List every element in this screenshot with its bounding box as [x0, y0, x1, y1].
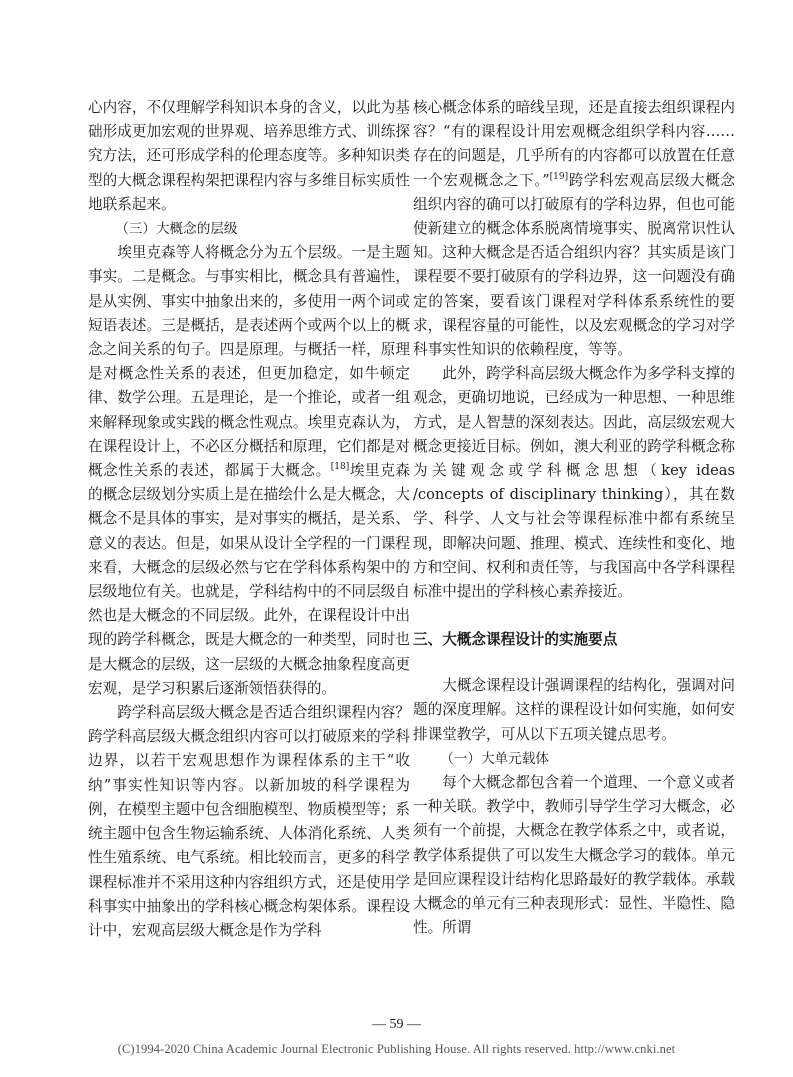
- paragraph-text: 核心概念体系的暗线呈现，还是直接去组织课程内容？“有的课程设计用宏观概念组织学科内容……存在的问题是，几乎所有的内容都可以放置在任意一个宏观概念之下。”: [413, 99, 735, 189]
- paragraph: [88, 241, 410, 701]
- citation-ref: [18]: [330, 462, 350, 473]
- subsection-heading: （三）大概念的层级: [115, 221, 238, 238]
- copyright-footer: (C)1994-2020 China Academic Journal Electronic Publishing House. All rights reserved. http://www.cnki.net: [117, 1042, 676, 1056]
- paragraph: [413, 96, 735, 362]
- citation-ref: [19]: [549, 171, 569, 182]
- paragraph-text: 埃里克森的概念层级划分实质上是在描绘什么是大概念，大概念不是具体的事实，是对事实的概括，是关系、意义的表达。但是，如果从设计全学程的一门课程来看，大概念的层级必然与它在学科体系构架中的层级地位有关。也就是，学科结构中的不同层级自然也是大概念的不同层级。此外，在课程设计中出现的跨学科概念，既是大概念的一种类型，同时也是大概念的层级，这一层级的大概念抽象程度高更宏观，是学习积累后逐渐领悟获得的。: [88, 462, 410, 697]
- paragraph: 跨学科高层级大概念是否适合组织课程内容？跨学科高层级大概念组织内容可以打破原来的学科边界，以若干宏观思想作为课程体系的主干“收纳”事实性知识等内容。以新加坡的科学课程为例，在模型主题中包含细胞模型、物质模型等；系统主题中包含生物运输系统、人体消化系统、人类性生殖系统、电气系统。相比较而言，更多的科学课程标准并不采用这种内容组织方式，还是使用学科事实中抽象出的学科核心概念构架体系。课程设计中，宏观高层级大概念是作为学科: [88, 704, 410, 939]
- right-column: [413, 96, 735, 941]
- paragraph: 每个大概念都包含着一个道理、一个意义或者一种关联。教学中，教师引导学生学习大概念，必须有一个前提，大概念在教学体系之中，或者说，教学体系提供了可以发生大概念学习的载体。单元是回应课程设计结构化思路最好的教学载体。承载大概念的单元有三种表现形式：显性、半隐性、隐性。所谓: [413, 774, 735, 937]
- paragraph-text: 跨学科宏观高层级大概念组织内容的确可以打破原有的学科边界，但也可能使新建立的概念体系脱离情境事实、脱离常识性认知。这种大概念是否适合组织内容？其实质是该门课程要不要打破原有的学科边界，这一问题没有确定的答案，要看该门课程对学科体系系统性的要求，课程容量的可能性，以及宏观概念的学习对学科事实性知识的依赖程度，等等。: [413, 171, 735, 359]
- paragraph: 心内容，不仅理解学科知识本身的含义，以此为基础形成更加宏观的世界观、培养思维方式、训练探究方法，还可形成学科的伦理态度等。多种知识类型的大概念课程构架把课程内容与多维目标实质性地联系起来。: [88, 99, 410, 213]
- paragraph: 此外，跨学科高层级大概念作为多学科支撑的观念，更确切地说，已经成为一种思想、一种思维方式，是人智慧的深刻表达。因此，高层级宏观大概念更接近目标。例如，澳大利亚的跨学科概念称为关键观念或学科概念思想（key ideas /concepts of disciplinary thinking），其在数学、科学、人文与社会等课程标准中都有系统呈现，即解决问题、推理、模式、连续性和变化、地方和空间、权利和责任等，与我国高中各学科课程标准中提出的学科核心素养接近。: [413, 365, 735, 601]
- page-number: — 59 —: [372, 1017, 421, 1032]
- paragraph-text: 埃里克森等人将概念分为五个层级。一是主题事实。二是概念。与事实相比，概念具有普遍性，是从实例、事实中抽象出来的，多使用一两个词或短语表述。三是概括，是表述两个或两个以上的概念之间关系的句子。四是原理。与概括一样，原理是对概念性关系的表述，但更加稳定，如牛顿定律、数学公理。五是理论，是一个推论，或者一组来解释现象或实践的概念性观点。埃里克森认为，在课程设计上，不必区分概括和原理，它们都是对概念性关系的表述，都属于大概念。: [88, 244, 410, 480]
- paragraph: 大概念课程设计强调课程的结构化，强调对问题的深度理解。这样的课程设计如何实施，如何安排课堂教学，可从以下五项关键点思考。: [413, 677, 735, 743]
- section-heading: 三、大概念课程设计的实施要点: [413, 631, 618, 649]
- subsection-heading: （一）大单元载体: [440, 750, 549, 767]
- left-column: [88, 96, 410, 943]
